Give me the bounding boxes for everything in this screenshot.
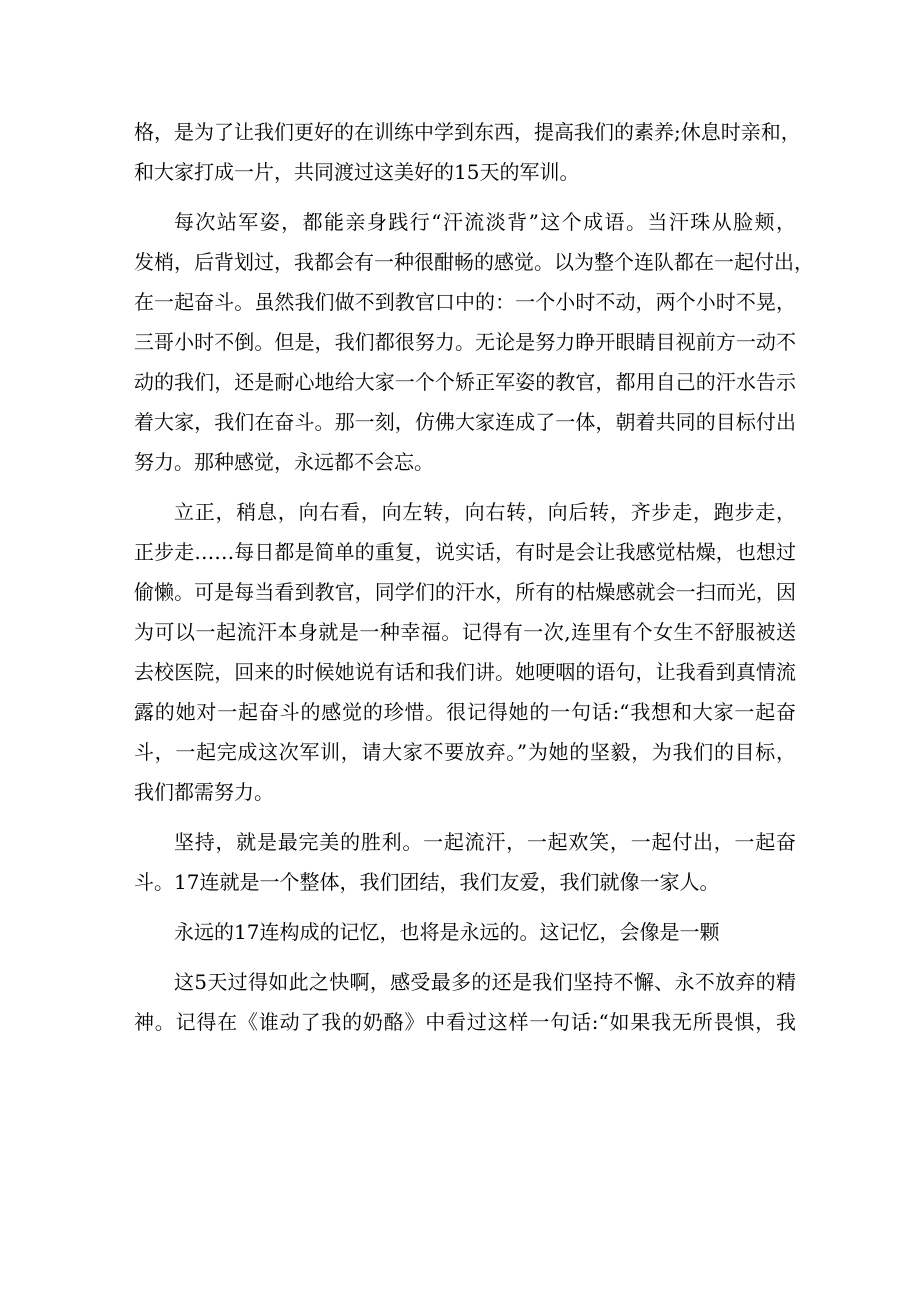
text-line: 和大家打成一片，共同渡过这美好的15天的军训。 xyxy=(134,160,580,184)
text-line: 偷懒。可是每当看到教官，同学们的汗水，所有的枯燥感就会一扫而光，因 xyxy=(134,580,796,604)
text-line: 斗。17连就是一个整体，我们团结，我们友爱，我们就像一家人。 xyxy=(134,870,720,894)
paragraph xyxy=(134,912,796,952)
text-line: 斗，一起完成这次军训，请大家不要放弃。”为她的坚毅，为我们的目标， xyxy=(134,740,796,764)
text-line: 着大家，我们在奋斗。那一刻，仿佛大家连成了一体，朝着共同的目标付出 xyxy=(134,410,796,434)
text-line: 我们都需努力。 xyxy=(134,780,274,804)
text-line: 发梢，后背划过，我都会有一种很酣畅的感觉。以为整个连队都在一起付出， xyxy=(134,250,814,274)
text-line: 为可以一起流汗本身就是一种幸福。记得有一次,连里有个女生不舒服被送 xyxy=(134,620,796,644)
text-line: 每次站军姿，都能亲身践行“汗流淡背”这个成语。当汗珠从脸颊， xyxy=(174,210,796,234)
paragraph xyxy=(134,962,796,1042)
document-body xyxy=(134,112,814,1042)
text-line: 神。记得在《谁动了我的奶酪》中看过这样一句话:“如果我无所畏惧，我 xyxy=(134,1010,796,1034)
paragraph xyxy=(134,492,796,812)
text-line: 动的我们，还是耐心地给大家一个个矫正军姿的教官，都用自己的汗水告示 xyxy=(134,370,796,394)
text-line: 露的她对一起奋斗的感觉的珍惜。很记得她的一句话:“我想和大家一起奋 xyxy=(134,700,796,724)
text-line: 格，是为了让我们更好的在训练中学到东西，提高我们的素养;休息时亲和， xyxy=(134,120,801,144)
text-line: 正步走……每日都是简单的重复，说实话，有时是会让我感觉枯燥，也想过 xyxy=(134,540,796,564)
text-line: 努力。那种感觉，永远都不会忘。 xyxy=(134,450,434,474)
paragraph xyxy=(134,112,801,192)
text-line: 永远的17连构成的记忆，也将是永远的。这记忆，会像是一颗 xyxy=(174,920,720,944)
text-line: 三哥小时不倒。但是，我们都很努力。无论是努力睁开眼睛目视前方一动不 xyxy=(134,330,796,354)
text-line: 立正，稍息，向右看，向左转，向右转，向后转，齐步走，跑步走， xyxy=(174,500,796,524)
text-line: 在一起奋斗。虽然我们做不到教官口中的：一个小时不动，两个小时不晃， xyxy=(134,290,796,314)
paragraph xyxy=(134,202,814,482)
text-line: 坚持，就是最完美的胜利。一起流汗，一起欢笑，一起付出，一起奋 xyxy=(174,830,796,854)
paragraph xyxy=(134,822,796,902)
text-line: 这5天过得如此之快啊，感受最多的还是我们坚持不懈、永不放弃的精 xyxy=(174,970,796,994)
text-line: 去校医院，回来的时候她说有话和我们讲。她哽咽的语句，让我看到真情流 xyxy=(134,660,796,684)
